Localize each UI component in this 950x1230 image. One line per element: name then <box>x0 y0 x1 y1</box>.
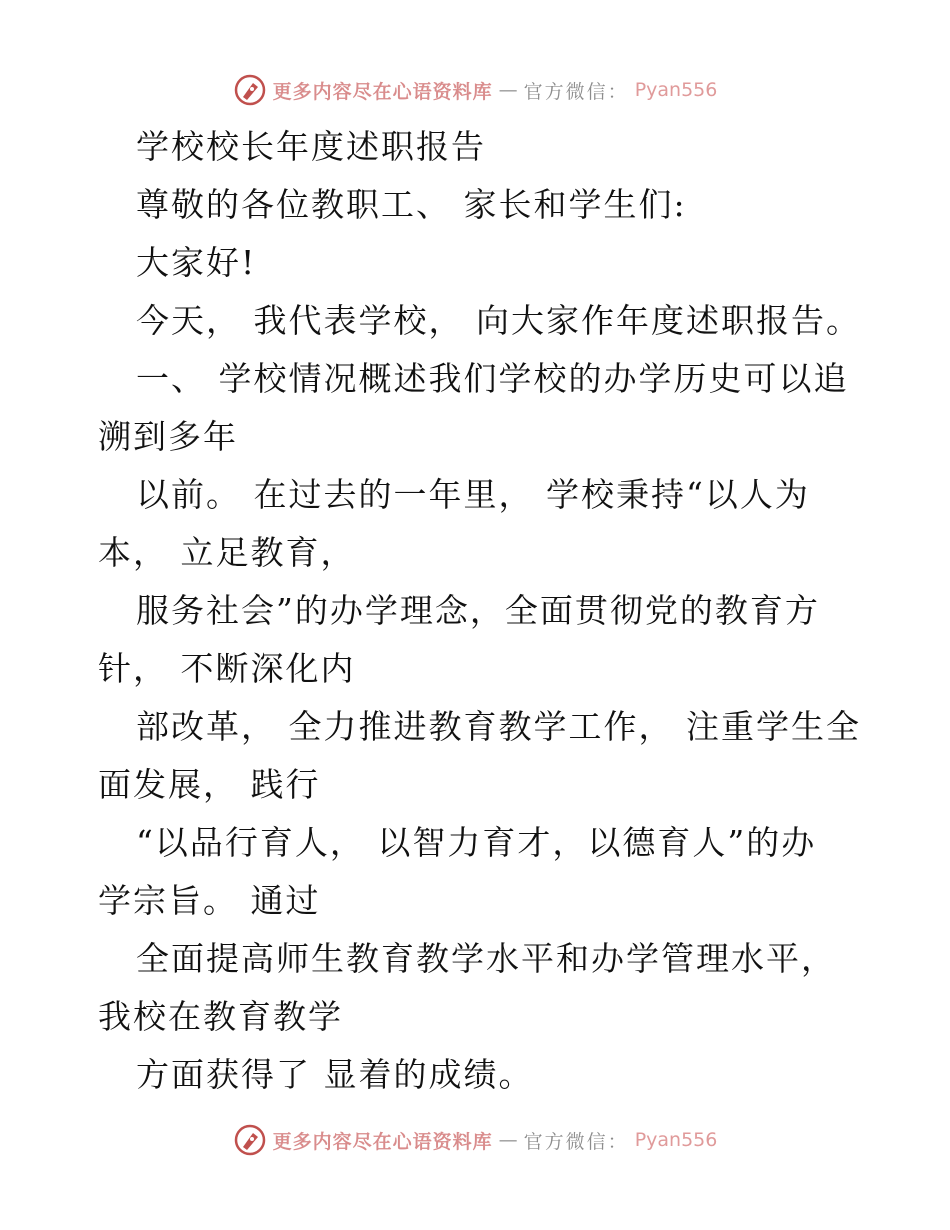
salutation: 尊敬的各位教职工、 家长和学生们: <box>136 185 687 224</box>
watermark-dash: — <box>498 1129 518 1151</box>
paragraph-line: 我校在教育教学 <box>98 997 343 1036</box>
watermark-official: 官方微信： <box>523 1130 629 1153</box>
paragraph-line: 本， 立足教育， <box>98 533 356 572</box>
pen-nib-logo-icon <box>233 1123 267 1157</box>
watermark-handle: Pyan556 <box>634 79 718 101</box>
document-body <box>98 118 861 1104</box>
paragraph-line: 全面提高师生教育教学水平和办学管理水平， <box>136 939 836 978</box>
paragraph-line: “以品行育人， 以智力育才，以德育人”的办 <box>136 823 817 862</box>
paragraph-line: 方面获得了 显着的成绩。 <box>136 1055 534 1094</box>
watermark-dash: — <box>498 79 518 101</box>
paragraph-line: 以前。 在过去的一年里， 学校秉持“以人为 <box>136 475 810 514</box>
watermark-handle: Pyan556 <box>634 1129 718 1151</box>
header-watermark <box>0 70 950 110</box>
paragraph-line: 针， 不断深化内 <box>98 649 356 688</box>
watermark-official: 官方微信： <box>523 80 629 103</box>
document-title: 学校校长年度述职报告 <box>136 127 486 166</box>
paragraph-line: 服务社会”的办学理念，全面贯彻党的教育方 <box>136 591 820 630</box>
paragraph-line: 溯到多年 <box>98 417 238 456</box>
watermark-brand: 更多内容尽在心语资料库 <box>272 80 493 103</box>
footer-watermark <box>0 1120 950 1160</box>
paragraph-line: 面发展， 践行 <box>98 765 321 804</box>
paragraph-line: 部改革， 全力推进教育教学工作， 注重学生全 <box>136 707 861 746</box>
paragraph-line: 今天， 我代表学校， 向大家作年度述职报告。 <box>136 301 861 340</box>
watermark-brand: 更多内容尽在心语资料库 <box>272 1130 493 1153</box>
pen-nib-logo-icon <box>233 73 267 107</box>
section-heading-line: 一、 学校情况概述我们学校的办学历史可以追 <box>136 359 849 398</box>
greeting: 大家好! <box>136 243 257 282</box>
paragraph-line: 学宗旨。 通过 <box>98 881 321 920</box>
